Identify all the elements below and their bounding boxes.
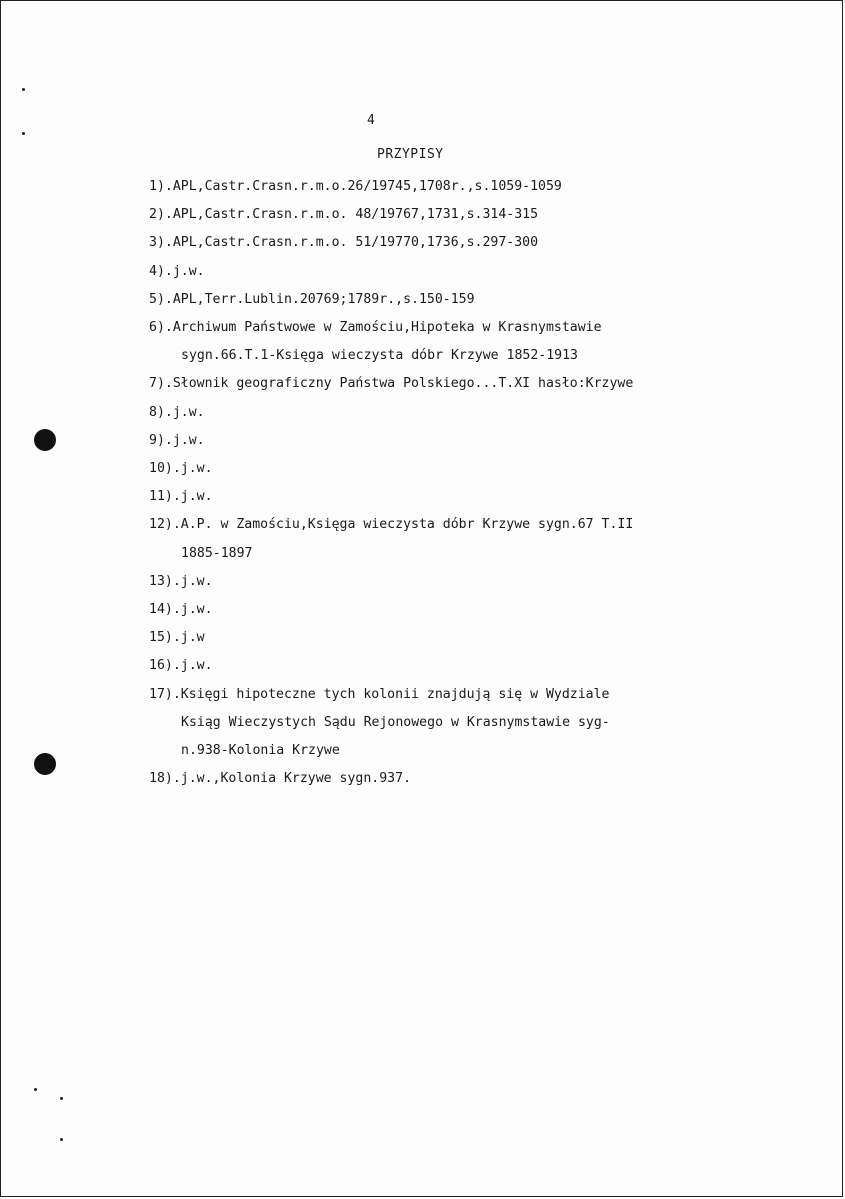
footnote-continuation: 1885-1897 [181,545,253,561]
footnote-10 [149,455,799,483]
footnote-7 [149,370,799,398]
footnote-text: 5).APL,Terr.Lublin.20769;1789r.,s.150-159 [149,291,475,307]
footnote-6 [149,314,799,370]
footnote-text: 17).Księgi hipoteczne tych kolonii znajdują się w Wydziale [149,686,610,702]
footnote-text: 11).j.w. [149,489,213,505]
footnote-13 [149,568,799,596]
footnote-text: 16).j.w. [149,658,213,674]
speck [22,88,25,91]
footnote-continuation: sygn.66.T.1-Księga wieczysta dóbr Krzywe 1852-1913 [181,348,578,364]
footnote-11 [149,483,799,511]
speck [60,1138,63,1141]
footnote-1 [149,173,799,201]
footnote-text: 10).j.w. [149,461,213,477]
page-title: PRZYPISY [377,147,444,162]
footnote-text: 13).j.w. [149,573,213,589]
footnote-text: 6).Archiwum Państwowe w Zamościu,Hipoteka w Krasnymstawie [149,320,602,336]
footnote-15 [149,624,799,652]
footnote-9 [149,427,799,455]
footnote-text: 8).j.w. [149,404,205,420]
footnote-8 [149,399,799,427]
footnote-continuation: Ksiąg Wieczystych Sądu Rejonowego w Krasnymstawie syg- [181,714,610,730]
footnote-text: 2).APL,Castr.Crasn.r.m.o. 48/19767,1731,s.314-315 [149,207,539,223]
footnote-text: 15).j.w [149,630,205,646]
footnote-4 [149,258,799,286]
punch-hole [34,753,56,775]
footnotes-list [149,173,799,793]
footnote-12 [149,511,799,567]
footnote-text: 14).j.w. [149,602,213,618]
footnote-2 [149,201,799,229]
footnote-text: 18).j.w.,Kolonia Krzywe sygn.937. [149,771,412,787]
footnote-17 [149,681,799,766]
footnote-text: 3).APL,Castr.Crasn.r.m.o. 51/19770,1736,s.297-300 [149,235,539,251]
footnote-text: 1).APL,Castr.Crasn.r.m.o.26/19745,1708r.,s.1059-1059 [149,179,562,194]
speck [34,1088,37,1091]
footnote-14 [149,596,799,624]
footnote-18 [149,765,799,793]
speck [60,1097,63,1100]
footnote-text: 7).Słownik geograficzny Państwa Polskiego...T.XI hasło:Krzywe [149,376,634,392]
footnote-3 [149,229,799,257]
footnote-text: 4).j.w. [149,263,205,279]
footnote-text: 9).j.w. [149,432,205,448]
footnote-5 [149,286,799,314]
footnote-text: 12).A.P. w Zamościu,Księga wieczysta dóbr Krzywe sygn.67 T.II [149,517,634,533]
page-number: 4 [367,113,375,128]
punch-hole [34,429,56,451]
footnote-16 [149,652,799,680]
speck [22,132,25,135]
footnote-continuation: n.938-Kolonia Krzywe [181,743,340,759]
